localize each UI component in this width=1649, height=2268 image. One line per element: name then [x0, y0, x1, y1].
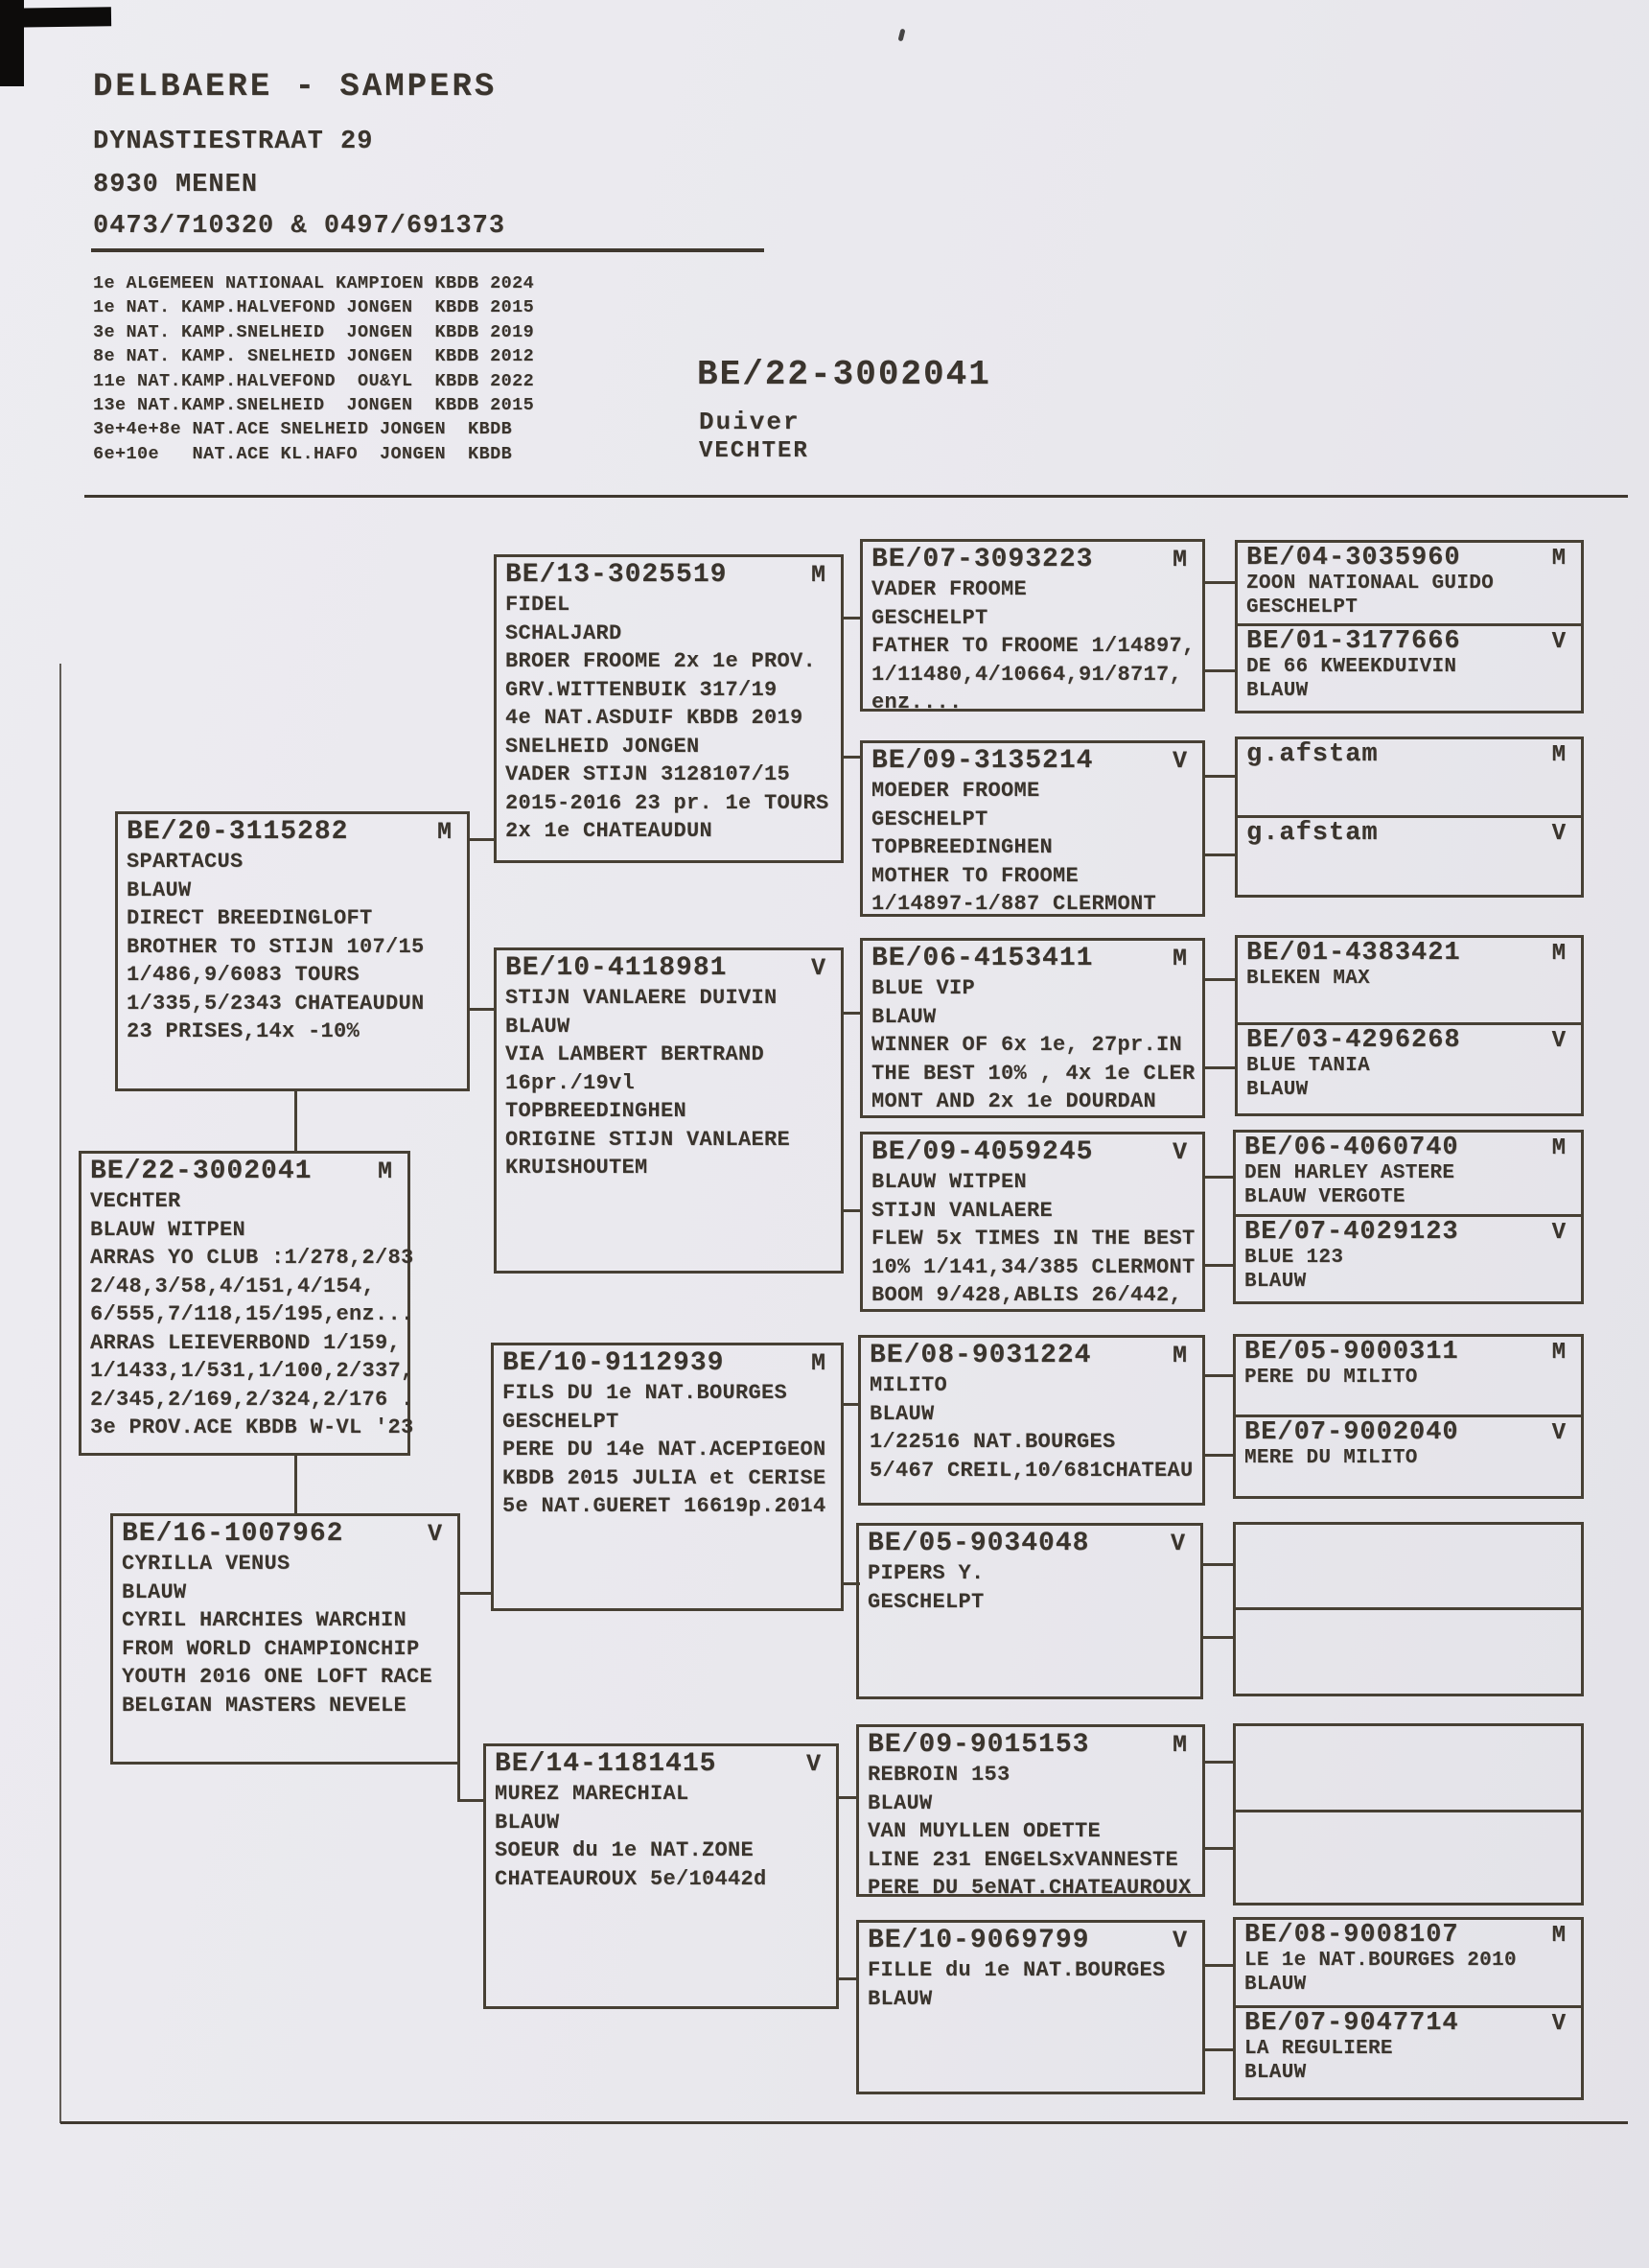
pedigree-box-p4b — [1233, 1214, 1584, 1304]
pedigree-text-line: BLUE TANIA — [1246, 1055, 1371, 1077]
pedigree-box-p7a — [1233, 1723, 1584, 1812]
connector-line — [844, 1582, 860, 1585]
ring-number: BE/10-9112939 — [502, 1348, 725, 1378]
box-header — [868, 1528, 1195, 1559]
sex-indicator: M — [1172, 546, 1187, 573]
achievement-line: 13e NAT.KAMP.SNELHEID JONGEN KBDB 2015 — [93, 395, 535, 416]
sex-indicator: M — [1551, 1923, 1566, 1949]
pedigree-box-p1b — [1235, 623, 1584, 713]
pedigree-text-line: 1/14897-1/887 CLERMONT — [871, 892, 1157, 916]
pedigree-box-p5a — [1233, 1334, 1584, 1417]
pedigree-text-line: FILS DU 1e NAT.BOURGES — [502, 1381, 788, 1405]
pedigree-text-line: BLAUW — [1246, 1078, 1309, 1101]
pedigree-text-line: LA REGULIERE — [1244, 2038, 1393, 2060]
box-header — [871, 544, 1196, 575]
connector-line — [1205, 581, 1235, 584]
pedigree-box-p4a — [1233, 1130, 1584, 1217]
sex-indicator: V — [427, 1520, 442, 1548]
box-header — [1246, 1027, 1575, 1055]
pedigree-text-line: ARRAS LEIEVERBOND 1/159, — [90, 1330, 402, 1355]
pedigree-text-line: ZOON NATIONAAL GUIDO — [1246, 573, 1495, 595]
pedigree-box-ggp3 — [860, 938, 1205, 1118]
subject-type: Duiver — [699, 408, 801, 436]
box-header — [90, 1156, 402, 1187]
connector-line — [1205, 1761, 1233, 1764]
achievement-line: 3e NAT. KAMP.SNELHEID JONGEN KBDB 2019 — [93, 321, 535, 342]
pedigree-text-line: BLAUW WITPEN — [90, 1217, 246, 1242]
pedigree-text-line: 1/1433,1/531,1/100,2/337, — [90, 1359, 414, 1383]
pedigree-text-line: VADER STIJN 3128107/15 — [505, 762, 791, 786]
pedigree-text-line: VAN MUYLLEN ODETTE — [868, 1819, 1102, 1843]
ring-number: BE/10-9069799 — [868, 1926, 1090, 1955]
achievement-line: 11e NAT.KAMP.HALVEFOND OU&YL KBDB 2022 — [93, 370, 535, 391]
connector-line — [294, 1091, 297, 1151]
pedigree-text-line: BLAUW — [868, 1986, 933, 2011]
ring-number: BE/13-3025519 — [505, 560, 728, 590]
pedigree-box-gp2 — [494, 947, 844, 1274]
ring-number: BE/05-9034048 — [868, 1529, 1090, 1558]
pedigree-text-line: enz.... — [871, 690, 963, 714]
pedigree-text-line: GRV.WITTENBUIK 317/19 — [505, 677, 778, 702]
pedigree-text-line: BLAUW — [1244, 1973, 1307, 1996]
box-header — [1244, 2010, 1575, 2038]
box-header — [122, 1518, 452, 1550]
pedigree-box-gp1 — [494, 554, 844, 863]
sex-indicator: M — [810, 561, 825, 589]
pedigree-text-line: GESCHELPT — [871, 807, 988, 831]
pedigree-text-line: SNELHEID JONGEN — [505, 734, 700, 759]
sex-indicator: V — [810, 954, 825, 982]
pedigree-text-line: 1/11480,4/10664,91/8717, — [871, 662, 1183, 687]
ring-number: BE/14-1181415 — [495, 1749, 717, 1779]
letterhead-rule — [91, 248, 764, 252]
pedigree-text-line: GESCHELPT — [1246, 596, 1359, 619]
subject-name: VECHTER — [699, 438, 809, 464]
box-header — [871, 943, 1196, 974]
pedigree-text-line: MOEDER FROOME — [871, 779, 1040, 803]
pedigree-text-line: BROER FROOME 2x 1e PROV. — [505, 649, 817, 673]
connector-line — [839, 1796, 856, 1799]
ring-number: BE/16-1007962 — [122, 1519, 344, 1549]
pedigree-box-subject — [79, 1151, 414, 1456]
pedigree-text-line: LINE 231 ENGELSxVANNESTE — [868, 1847, 1179, 1872]
pedigree-text-line: BLAUW — [1244, 2061, 1307, 2084]
pedigree-box-p6a — [1233, 1522, 1584, 1610]
connector-line — [460, 1592, 491, 1595]
pedigree-text-line: STIJN VANLAERE — [871, 1198, 1054, 1223]
pedigree-text-line: FILLE du 1e NAT.BOURGES — [868, 1958, 1166, 1982]
pedigree-text-line: WINNER OF 6x 1e, 27pr.IN — [871, 1033, 1183, 1057]
pedigree-text-line: BLAUW — [868, 1790, 933, 1815]
sex-indicator: V — [1551, 1028, 1566, 1054]
connector-line — [1205, 853, 1235, 856]
sex-indicator: M — [810, 1349, 825, 1377]
connector-line — [844, 756, 860, 759]
ring-number: BE/05-9000311 — [1244, 1338, 1459, 1367]
connector-line — [1205, 1847, 1233, 1850]
pedigree-text-line: FATHER TO FROOME 1/14897, — [871, 634, 1196, 658]
ring-number: BE/01-3177666 — [1246, 627, 1461, 656]
connector-line — [457, 1763, 460, 1802]
pedigree-text-line: CHATEAUROUX 5e/10442d — [495, 1866, 767, 1891]
connector-line — [1203, 1636, 1233, 1639]
achievement-line: 3e+4e+8e NAT.ACE SNELHEID JONGEN KBDB — [93, 419, 513, 440]
box-header — [127, 816, 461, 848]
pedigree-text-line: 1/22516 NAT.BOURGES — [870, 1430, 1116, 1454]
sex-indicator: V — [1172, 1927, 1187, 1954]
pedigree-text-line: BLAUW — [495, 1810, 560, 1835]
pedigree-text-line: 1/486,9/6083 TOURS — [127, 963, 360, 987]
pedigree-text-line: 1/335,5/2343 CHATEAUDUN — [127, 991, 425, 1016]
pedigree-text-line: PERE DU MILITO — [1244, 1367, 1418, 1389]
ring-number: BE/08-9031224 — [870, 1341, 1092, 1370]
scan-artifact-speck — [898, 29, 906, 42]
top-section-rule — [84, 495, 1628, 498]
sex-indicator: V — [1172, 1138, 1187, 1166]
ring-number: BE/20-3115282 — [127, 817, 349, 847]
pedigree-text-line: CYRIL HARCHIES WARCHIN — [122, 1608, 407, 1632]
sex-indicator: V — [1551, 629, 1566, 655]
pedigree-text-line: ORIGINE STIJN VANLAERE — [505, 1127, 791, 1152]
box-header — [1244, 1134, 1575, 1162]
ring-number: BE/07-3093223 — [871, 545, 1094, 574]
pedigree-text-line: PERE DU 5eNAT.CHATEAUROUX — [868, 1876, 1192, 1900]
ring-number: BE/06-4153411 — [871, 944, 1094, 973]
pedigree-text-line: FIDEL — [505, 593, 570, 617]
pedigree-text-line: 2/345,2/169,2/324,2/176 . — [90, 1387, 414, 1412]
pedigree-box-p2b — [1235, 815, 1584, 898]
pedigree-text-line: PIPERS Y. — [868, 1561, 985, 1585]
sex-indicator: V — [1551, 821, 1566, 847]
box-header — [502, 1347, 835, 1379]
pedigree-text-line: BLAUW — [505, 1014, 570, 1039]
sex-indicator: M — [1551, 742, 1566, 768]
pedigree-text-line: SPARTACUS — [127, 850, 244, 874]
pedigree-box-p8a — [1233, 1917, 1584, 2008]
box-header — [871, 745, 1196, 777]
pedigree-text-line: BLEKEN MAX — [1246, 968, 1371, 990]
sex-indicator: M — [436, 818, 452, 846]
pedigree-text-line: MOTHER TO FROOME — [871, 863, 1080, 888]
pedigree-text-line: MONT AND 2x 1e DOURDAN — [871, 1089, 1157, 1113]
pedigree-text-line: DEN HARLEY ASTERE — [1244, 1162, 1455, 1184]
sex-indicator: V — [805, 1750, 821, 1778]
ring-number: BE/09-3135214 — [871, 746, 1094, 776]
sex-indicator: M — [1172, 1342, 1187, 1369]
connector-line — [470, 1008, 494, 1011]
pedigree-text-line: MILITO — [870, 1373, 948, 1397]
pedigree-text-line: 23 PRISES,14x -10% — [127, 1019, 360, 1043]
pedigree-box-p5b — [1233, 1415, 1584, 1499]
connector-line — [844, 1209, 860, 1212]
pedigree-text-line: GESCHELPT — [871, 605, 988, 630]
pedigree-box-ggp8 — [856, 1920, 1205, 2094]
box-header — [505, 952, 835, 984]
box-header — [1246, 628, 1575, 656]
box-header — [868, 1729, 1196, 1761]
address-street: DYNASTIESTRAAT 29 — [93, 128, 374, 156]
pedigree-text-line: 3e PROV.ACE KBDB W-VL '23 — [90, 1415, 414, 1439]
sex-indicator: M — [1551, 1340, 1566, 1366]
pedigree-text-line: 6/555,7/118,15/195,enz... — [90, 1302, 414, 1326]
box-header — [1244, 1339, 1575, 1367]
pedigree-text-line: 10% 1/141,34/385 CLERMONT — [871, 1254, 1196, 1279]
connector-line — [1205, 2048, 1233, 2051]
connector-line — [844, 1012, 860, 1015]
ring-number: BE/04-3035960 — [1246, 544, 1461, 573]
box-header — [1244, 1419, 1575, 1447]
pedigree-box-gp3 — [491, 1343, 844, 1611]
pedigree-box-ggp5 — [858, 1335, 1205, 1506]
pedigree-text-line: VADER FROOME — [871, 577, 1028, 601]
connector-line — [1205, 1964, 1233, 1967]
ring-number: BE/06-4060740 — [1244, 1134, 1459, 1162]
achievements-list — [93, 271, 534, 466]
pedigree-text-line: BROTHER TO STIJN 107/15 — [127, 934, 425, 959]
connector-line — [1205, 1066, 1235, 1069]
connector-line — [457, 1799, 486, 1802]
pedigree-box-ggp2 — [860, 740, 1205, 917]
pedigree-text-line: VECHTER — [90, 1189, 181, 1213]
ring-number: BE/09-9015153 — [868, 1730, 1090, 1760]
scan-artifact-corner — [0, 0, 24, 86]
sex-indicator: M — [1172, 1731, 1187, 1759]
sex-indicator: V — [1172, 747, 1187, 775]
pedigree-text-line: ARRAS YO CLUB :1/278,2/83 — [90, 1246, 414, 1270]
pedigree-text-line: MERE DU MILITO — [1244, 1447, 1418, 1469]
box-header — [868, 1925, 1196, 1956]
connector-line — [294, 1456, 297, 1513]
pedigree-text-line: BLAUW — [871, 1004, 937, 1029]
pedigree-text-line: PERE DU 14e NAT.ACEPIGEON — [502, 1438, 826, 1461]
pedigree-text-line: DIRECT BREEDINGLOFT — [127, 906, 373, 930]
loft-name: DELBAERE - SAMPERS — [93, 69, 498, 105]
pedigree-box-ggp1 — [860, 539, 1205, 712]
pedigree-text-line: FROM WORLD CHAMPIONCHIP — [122, 1636, 420, 1661]
connector-line — [1205, 978, 1235, 981]
pedigree-box-p3a — [1235, 935, 1584, 1025]
pedigree-box-ggp6 — [856, 1523, 1203, 1699]
connector-line — [1203, 1176, 1233, 1179]
ring-number: g.afstam — [1246, 819, 1379, 848]
connector-line — [1203, 1264, 1233, 1267]
pedigree-text-line: LE 1e NAT.BOURGES 2010 — [1244, 1950, 1517, 1972]
connector-line — [844, 617, 860, 620]
pedigree-box-p8b — [1233, 2005, 1584, 2100]
pedigree-text-line: BLAUW — [1244, 1270, 1307, 1293]
ring-number: BE/08-9008107 — [1244, 1921, 1459, 1950]
pedigree-text-line: 2/48,3/58,4/151,4/154, — [90, 1274, 376, 1298]
pedigree-text-line: 2x 1e CHATEAUDUN — [505, 819, 713, 843]
pedigree-text-line: BLUE VIP — [871, 976, 976, 1000]
connector-line — [844, 1403, 860, 1406]
pedigree-text-line: 16pr./19vl — [505, 1070, 636, 1095]
connector-line — [839, 1977, 856, 1980]
box-header — [1244, 1219, 1575, 1247]
achievement-line: 1e NAT. KAMP.HALVEFOND JONGEN KBDB 2015 — [93, 297, 535, 318]
pedigree-text-line: BOOM 9/428,ABLIS 26/442, — [871, 1283, 1183, 1307]
pedigree-text-line: BLAUW — [870, 1401, 935, 1426]
pedigree-text-line: SCHALJARD — [505, 620, 622, 645]
pedigree-box-p2a — [1235, 737, 1584, 818]
pedigree-text-line: CYRILLA VENUS — [122, 1552, 290, 1576]
connector-line — [1203, 1563, 1233, 1566]
pedigree-text-line: REBROIN 153 — [868, 1763, 1010, 1787]
connector-line — [1205, 1374, 1233, 1377]
sex-indicator: M — [1551, 941, 1566, 967]
box-header — [1246, 820, 1575, 848]
ring-number: BE/01-4383421 — [1246, 939, 1461, 968]
pedigree-text-line: BLUE 123 — [1244, 1247, 1344, 1269]
box-header — [1246, 940, 1575, 968]
pedigree-text-line: FLEW 5x TIMES IN THE BEST — [871, 1227, 1196, 1251]
achievement-line: 8e NAT. KAMP. SNELHEID JONGEN KBDB 2012 — [93, 346, 535, 367]
pedigree-text-line: 2015-2016 23 pr. 1e TOURS — [505, 790, 829, 815]
pedigree-box-ggp4 — [860, 1132, 1205, 1312]
pedigree-text-line: STIJN VANLAERE DUIVIN — [505, 986, 778, 1010]
left-edge-line — [59, 664, 61, 2123]
connector-line — [1205, 669, 1235, 672]
box-header — [870, 1340, 1196, 1371]
pedigree-text-line: KRUISHOUTEM — [505, 1156, 648, 1180]
pedigree-box-p7b — [1233, 1810, 1584, 1906]
bottom-section-rule — [60, 2121, 1628, 2124]
box-header — [1246, 741, 1575, 769]
pedigree-text-line: BLAUW WITPEN — [871, 1170, 1028, 1194]
pedigree-box-mother — [110, 1513, 460, 1765]
pedigree-box-p1a — [1235, 540, 1584, 626]
subject-ring-number: BE/22-3002041 — [697, 355, 991, 394]
ring-number: g.afstam — [1246, 740, 1379, 769]
box-header — [871, 1136, 1196, 1168]
pedigree-text-line: MUREZ MARECHIAL — [495, 1782, 689, 1806]
pedigree-text-line: YOUTH 2016 ONE LOFT RACE — [122, 1665, 433, 1689]
ring-number: BE/07-9002040 — [1244, 1418, 1459, 1447]
pedigree-text-line: GESCHELPT — [502, 1409, 619, 1434]
sex-indicator: V — [1551, 1420, 1566, 1446]
box-header — [505, 559, 835, 591]
pedigree-text-line: VIA LAMBERT BERTRAND — [505, 1042, 765, 1066]
sex-indicator: M — [377, 1157, 392, 1185]
box-header — [1244, 1922, 1575, 1950]
pedigree-text-line: 5/467 CREIL,10/681CHATEAU — [870, 1458, 1194, 1483]
pedigree-box-p3b — [1235, 1022, 1584, 1116]
ring-number: BE/07-9047714 — [1244, 2009, 1459, 2038]
address-city: 8930 MENEN — [93, 171, 259, 199]
pedigree-box-father — [115, 811, 470, 1091]
sex-indicator: M — [1551, 546, 1566, 572]
pedigree-box-gp4 — [483, 1743, 839, 2009]
box-header — [495, 1748, 830, 1780]
pedigree-text-line: SOEUR du 1e NAT.ZONE — [495, 1838, 755, 1862]
pedigree-text-line: DE 66 KWEEKDUIVIN — [1246, 656, 1457, 678]
box-header — [1246, 545, 1575, 573]
connector-line — [470, 838, 494, 841]
ring-number: BE/10-4118981 — [505, 953, 728, 983]
sex-indicator: V — [1170, 1530, 1185, 1557]
ring-number: BE/09-4059245 — [871, 1137, 1094, 1167]
pedigree-text-line: 5e NAT.GUERET 16619p.2014 — [502, 1494, 826, 1518]
pedigree-text-line: BLAUW — [1246, 679, 1309, 702]
pedigree-text-line: BLAUW — [127, 877, 192, 902]
pedigree-text-line: BLAUW — [122, 1579, 187, 1604]
pedigree-text-line: THE BEST 10% , 4x 1e CLER — [871, 1061, 1196, 1086]
ring-number: BE/03-4296268 — [1246, 1026, 1461, 1055]
pedigree-text-line: 4e NAT.ASDUIF KBDB 2019 — [505, 706, 803, 730]
pedigree-text-line: KBDB 2015 JULIA et CERISE — [502, 1465, 826, 1490]
sex-indicator: V — [1551, 2011, 1566, 2037]
sex-indicator: M — [1551, 1135, 1566, 1161]
pedigree-box-ggp7 — [856, 1724, 1205, 1900]
connector-line — [1205, 1454, 1233, 1457]
achievement-line: 1e ALGEMEEN NATIONAAL KAMPIOEN KBDB 2024 — [93, 273, 535, 293]
sex-indicator: M — [1172, 945, 1187, 972]
ring-number: BE/22-3002041 — [90, 1157, 313, 1186]
pedigree-text-line: GESCHELPT — [868, 1589, 985, 1614]
pedigree-text-line: TOPBREEDINGHEN — [505, 1099, 687, 1123]
connector-line — [1205, 775, 1235, 778]
pedigree-text-line: BELGIAN MASTERS NEVELE — [122, 1693, 407, 1718]
pedigree-text-line: BLAUW VERGOTE — [1244, 1185, 1405, 1208]
phone-numbers: 0473/710320 & 0497/691373 — [93, 212, 506, 241]
ring-number: BE/07-4029123 — [1244, 1218, 1459, 1247]
pedigree-box-p6b — [1233, 1607, 1584, 1696]
sex-indicator: V — [1551, 1220, 1566, 1246]
achievement-line: 6e+10e NAT.ACE KL.HAFO JONGEN KBDB — [93, 443, 513, 464]
pedigree-text-line: TOPBREEDINGHEN — [871, 835, 1054, 859]
